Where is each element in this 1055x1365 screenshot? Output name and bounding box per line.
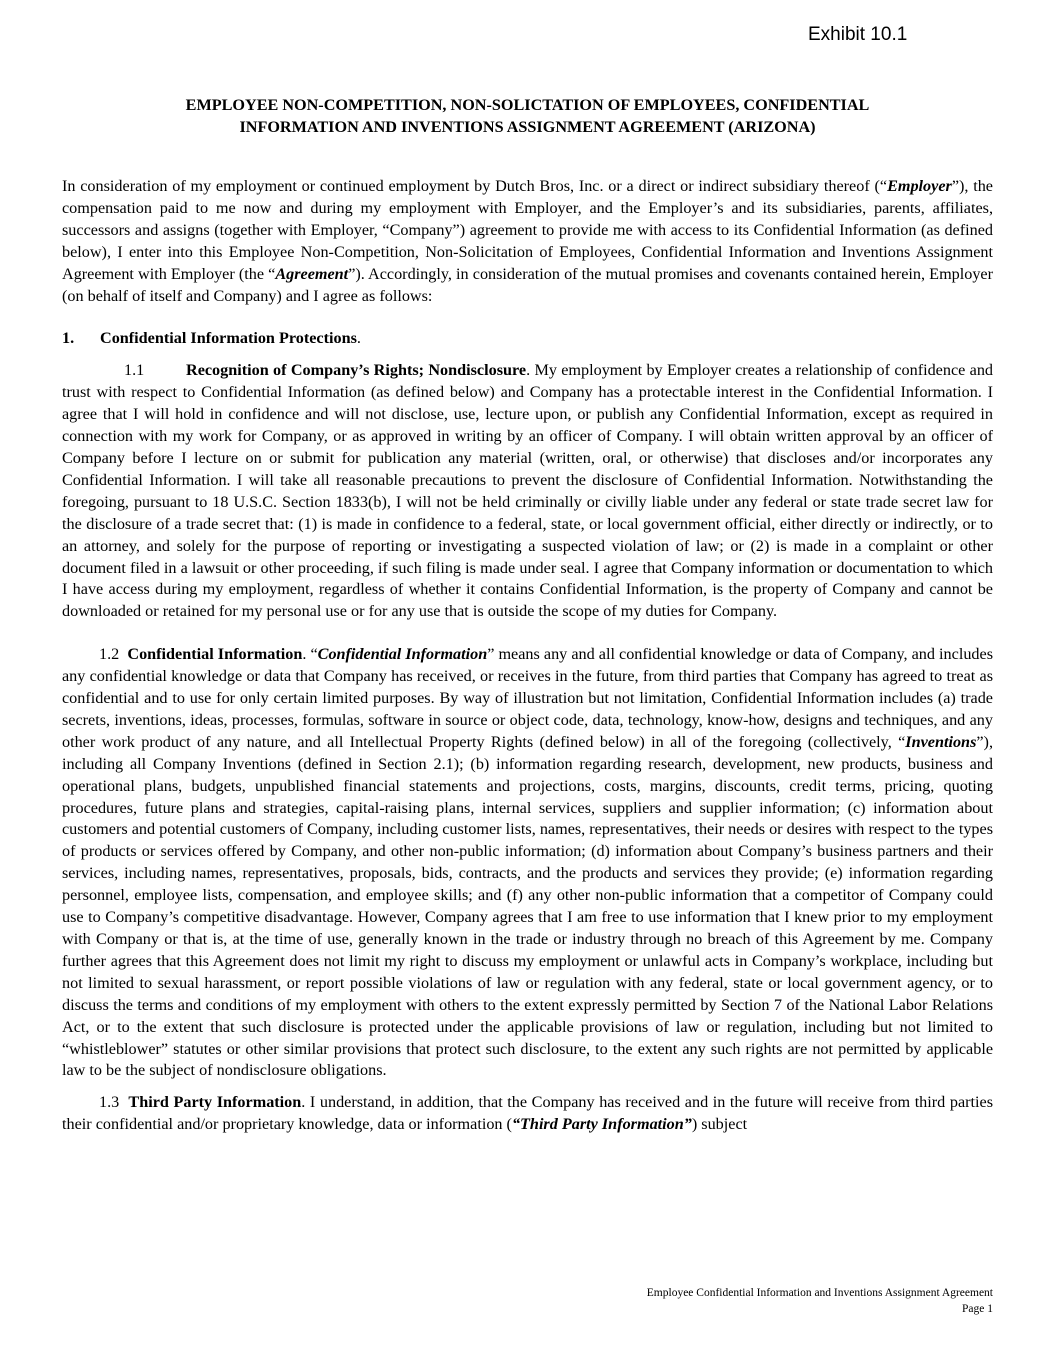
confidential-information-term: Confidential Information	[317, 645, 488, 664]
third-party-information-term: “Third Party Information”	[511, 1115, 692, 1134]
section-1-heading	[62, 328, 993, 350]
clause-1-2	[62, 644, 993, 1082]
page-footer	[647, 1285, 993, 1317]
title-line-1: EMPLOYEE NON-COMPETITION, NON-SOLICTATION OF EMPLOYEES, CONFIDENTIAL	[185, 96, 870, 114]
section-1-title: Confidential Information Protections	[100, 329, 357, 348]
clause-1-2-text-3: ”), including all Company Inventions (defined in Section 2.1); (b) information regarding research, development, new products, business and operational plans, budgets, unpublished financial statements and projections, costs, margins, discounts, credit terms, pricing, quoting procedures, future plans and strategies, capital-raising plans, internal services, suppliers and supplier information; (c) information about customers and potential customers of Company, including customer lists, names, representatives, their needs or desires with respect to the types of products or services offered by Company, and other non-public information; (d) information about Company’s business partners and their services, including names, representatives, proposals, bids, contracts, and the products and services they provide; (e) information regarding personnel, employee lists, compensation, and employee skills; and (f) any other non-public information that a competitor of Company could use to Company’s competitive disadvantage. However, Company agrees that I am free to use information that I knew prior to my employment with Company or that is, at the time of use, generally known in the trade or industry through no breach of this Agreement by me. Company further agrees that this Agreement does not limit my right to discuss my employment or unlawful acts in Company’s workplace, including but not limited to sexual harassment, or report possible violations of law or regulation with any federal, state or local government agency, or to discuss the terms and conditions of my employment with others to the extent expressly permitted by Section 7 of the National Labor Relations Act, or to the extent that such disclosure is protected under the applicable provisions of law or regulation, including but not limited to “whistleblower” statutes or other similar provisions that protect such disclosure, to the extent any such rights are not permitted by applicable law to be the subject of nondisclosure obligations.	[62, 732, 993, 1080]
intro-text-3: ”). Accordingly, in consideration of the mutual promises and covenants contained herein, Employer (on behalf of itself and Company) and I agree as follows:	[62, 264, 994, 305]
employer-term: Employer	[887, 177, 952, 195]
footer-document-name: Employee Confidential Information and Inventions Assignment Agreement	[646, 1287, 993, 1299]
intro-text-1: In consideration of my employment or continued employment by Dutch Bros, Inc. or a direct or indirect subsidiary thereof (“	[62, 177, 888, 195]
intro-paragraph	[62, 176, 993, 307]
clause-1-3-heading: Third Party Information	[128, 1093, 302, 1112]
section-1-number: 1.	[62, 329, 75, 348]
document-title	[62, 94, 993, 138]
clause-1-1-number: 1.1	[124, 361, 145, 380]
clause-1-2-number: 1.2	[99, 645, 120, 664]
section-1-period: .	[356, 329, 361, 348]
clause-1-2-text-2: ” means any and all confidential knowledge or data of Company, and includes any confidential knowledge or data that Company has received, or receives in the future, from third parties that Company has agreed to treat as confidential and to use for only certain limited purposes. By way of illustration but not limitation, Confidential Information includes (a) trade secrets, inventions, ideas, processes, formulas, software in source or object code, data, technology, know-how, designs and techniques, and any other work product of any nature, and all Intellectual Property Rights (defined below) in all of the foregoing (collectively, “	[62, 645, 994, 751]
clause-1-3-number: 1.3	[99, 1093, 120, 1112]
footer-page-number: Page 1	[962, 1303, 993, 1315]
document-body	[62, 176, 993, 1136]
clause-1-3-text-1: . I understand, in addition, that the Company has received and in the future will receive from third parties their confidential and/or proprietary knowledge, data or information (	[62, 1093, 994, 1134]
exhibit-label: Exhibit 10.1	[808, 24, 908, 45]
clause-1-1	[62, 360, 993, 623]
clause-1-2-text-1: . “	[302, 645, 318, 664]
agreement-term: Agreement	[275, 264, 349, 283]
title-line-2: INFORMATION AND INVENTIONS ASSIGNMENT AGREEMENT (ARIZONA)	[239, 118, 816, 136]
clause-1-1-heading: Recognition of Company’s Rights; Nondisclosure	[186, 361, 527, 380]
clause-1-1-text: . My employment by Employer creates a relationship of confidence and trust with respect to Confidential Information (as defined below) and Company has a protectable interest in the Confidential Information. I agree that I will hold in confidence and will not disclose, use, lecture upon, or publish any Confidential Information, except as required in connection with my work for Company, or as approved in writing by an officer of Company. I will obtain written approval by an officer of Company before I lecture on or submit for publication any material (written, oral, or otherwise) that discloses and/or incorporates any Confidential Information. I will take all reasonable precautions to prevent the disclosure of Confidential Information. Notwithstanding the foregoing, pursuant to 18 U.S.C. Section 1833(b), I will not be held criminally or civilly liable under any federal or state trade secret law for the disclosure of a trade secret that: (1) is made in confidence to a federal, state, or local government official, either directly or indirectly, or to an attorney, and solely for the purpose of reporting or investigating a suspected violation of law; or (2) is made in a complaint or other document filed in a lawsuit or other proceeding, if such filing is made under seal. I agree that Company information or documentation to which I have access during my employment, regardless of whether it contains Confidential Information, is the property of Company and cannot be downloaded or retained for my personal use or for any use that is outside the scope of my duties for Company.	[62, 361, 994, 621]
intro-text-2: ”), the compensation paid to me now and during my employment with Employer, and the Employer’s and its subsidiaries, parents, affiliates, successors and assigns (together with Employer, “Company”) agreement to provide me with access to its Confidential Information (as defined below), I enter into this Employee Non-Competition, Non-Solicitation of Employees, Confidential Information and Inventions Assignment Agreement with Employer (the “	[62, 177, 993, 283]
inventions-term: Inventions	[905, 732, 977, 751]
clause-1-3-text-2: ) subject	[691, 1115, 748, 1134]
clause-1-2-heading: Confidential Information	[127, 645, 303, 664]
clause-1-3	[62, 1092, 993, 1136]
